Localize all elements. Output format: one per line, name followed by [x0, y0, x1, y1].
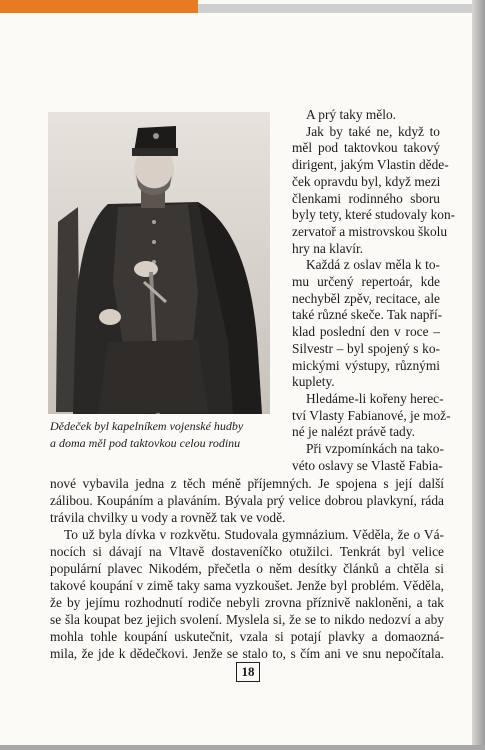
text-line: ček opravdu byl, když mezi: [292, 173, 441, 189]
text-line: kuplety.: [292, 374, 335, 390]
text-line: zálibou. Koupáním a plaváním. Bývala prý velice dobrou plavkyní, ráda: [50, 493, 444, 508]
text-line: se šla koupat bez jejich svolení. Myslela si, že se to nikdo nedozví a aby: [50, 612, 444, 627]
text-line: že by jejímu rozhodnutí rodiče nebyli zrovna příznivě nakloněni, a tak: [50, 595, 444, 610]
caption-line-1: Dědeček byl kapelníkem vojenské hudby: [50, 419, 244, 433]
text-line: véto oslavy se Vlastě Fabia-: [292, 457, 443, 473]
page-number: 18: [236, 662, 260, 682]
orange-header-bar: [0, 0, 198, 13]
text-line: nocích si dávají na Vltavě dostaveníčko otužilci. Tenkrát byl velice: [50, 544, 444, 559]
text-line: také různé skeče. Tak napří-: [292, 307, 443, 323]
text-line: nechyběl zpěv, recitace, ale: [292, 290, 440, 306]
text-line: dirigent, jakým Vlastin děde-: [292, 157, 449, 173]
text-line: populární plavec Nikodém, přečetla o něm desítky článků a chtěla si: [50, 561, 444, 576]
caption-line-2: a doma měl pod taktovkou celou rodinu: [50, 436, 241, 450]
text-line: Při vzpomínkách na tako-: [306, 441, 444, 457]
text-line: členkami rodinného sboru: [292, 190, 440, 206]
text-line: mila, že jde k dědečkovi. Jenže se stalo to, s čím ani ve snu nepočítala.: [50, 646, 444, 661]
text-line: mickými výstupy, různými: [292, 357, 440, 373]
text-line: To už byla dívka v rozkvětu. Studovala gymnázium. Věděla, že o Vá-: [64, 527, 444, 542]
full-width-text: [50, 475, 444, 662]
text-line: mohla tohle koupání uskutečnit, vzala si potají plavky a domaozná-: [50, 629, 444, 644]
text-line: mu určený repertoár, kde: [292, 274, 440, 290]
photo-caption: [50, 418, 272, 452]
text-line: byly tety, které studovaly kon-: [292, 207, 456, 223]
text-line: Každá z oslav měla k to-: [306, 257, 440, 273]
text-line: Jak by také ne, když to: [306, 123, 440, 139]
text-line: né je nalézt právě tady.: [292, 424, 415, 440]
text-line: zervatoř a mistrovskou školu: [292, 223, 448, 239]
text-line: nové vybavila jedna z těch méně příjemných. Je spojena s její další: [50, 476, 444, 491]
text-line: hry na klavír.: [292, 240, 364, 256]
text-line: klad poslední den v roce –: [292, 324, 440, 340]
text-line: A prý taky mělo.: [306, 107, 397, 122]
book-edge-right: [472, 0, 485, 750]
book-edge-bottom: [0, 745, 485, 750]
text-line: Silvestr – byl spojený s ko-: [292, 340, 440, 356]
text-line: takové koupání v zimě taky sama vyzkoušet. Jenže byl problém. Věděla,: [50, 578, 444, 593]
text-line: měl pod taktovkou takový: [292, 140, 440, 156]
portrait-photo: [48, 112, 270, 414]
text-line: Hledáme-li kořeny herec-: [306, 390, 444, 406]
text-line: trávila chvilky u vody a rovněž tak ve vodě.: [50, 510, 286, 525]
text-line: tví Vlasty Fabianové, je mož-: [292, 407, 451, 423]
gray-header-bar: [198, 4, 472, 13]
right-column-text: [292, 107, 456, 474]
